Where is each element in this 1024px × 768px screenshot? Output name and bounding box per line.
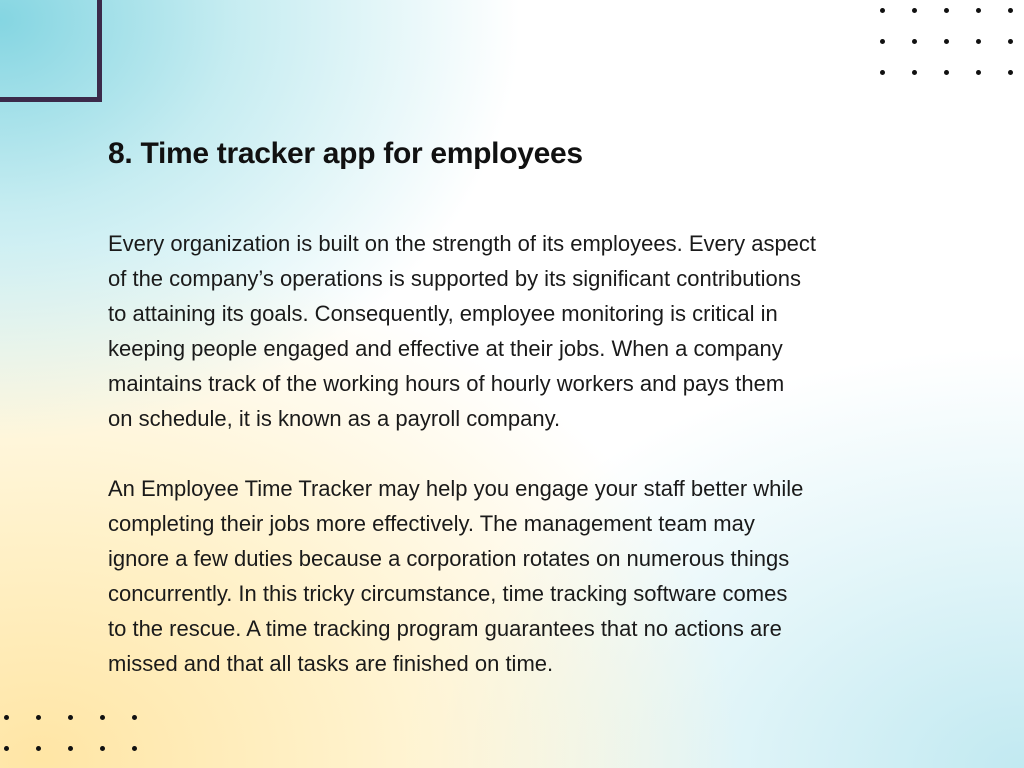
dot <box>68 746 73 751</box>
dot <box>36 715 41 720</box>
dot <box>1008 70 1013 75</box>
dot <box>912 39 917 44</box>
paragraph-line: maintains track of the working hours of hourly workers and pays them <box>108 371 785 396</box>
dot <box>976 70 981 75</box>
paragraph-line: Every organization is built on the strength of its employees. Every aspect <box>108 231 817 256</box>
dot <box>100 715 105 720</box>
dot <box>912 8 917 13</box>
dot <box>976 8 981 13</box>
dot <box>36 746 41 751</box>
dot-grid-bottom-left <box>4 715 137 751</box>
dot <box>944 70 949 75</box>
paragraph-line: to attaining its goals. Consequently, employee monitoring is critical in <box>108 301 778 326</box>
dot <box>100 746 105 751</box>
paragraph-line: on schedule, it is known as a payroll company. <box>108 406 561 431</box>
slide-content <box>108 134 928 716</box>
paragraph-line: completing their jobs more effectively. The management team may <box>108 511 755 536</box>
corner-frame-decoration <box>0 0 102 102</box>
dot <box>132 746 137 751</box>
dot <box>880 39 885 44</box>
page-title: 8. Time tracker app for employees <box>108 137 583 170</box>
paragraph-line: keeping people engaged and effective at their jobs. When a company <box>108 336 783 361</box>
dot <box>944 39 949 44</box>
dot <box>4 715 9 720</box>
paragraph-intro <box>108 226 928 436</box>
dot <box>912 70 917 75</box>
paragraph-time-tracker <box>108 471 928 681</box>
paragraph-line: missed and that all tasks are finished on time. <box>108 651 554 676</box>
paragraph-line: concurrently. In this tricky circumstance, time tracking software comes <box>108 581 788 606</box>
dot <box>976 39 981 44</box>
dot <box>1008 8 1013 13</box>
dot <box>880 70 885 75</box>
paragraph-line: An Employee Time Tracker may help you engage your staff better while <box>108 476 804 501</box>
dot <box>4 746 9 751</box>
paragraph-line: of the company’s operations is supported by its significant contributions <box>108 266 801 291</box>
dot <box>68 715 73 720</box>
dot <box>944 8 949 13</box>
paragraph-line: ignore a few duties because a corporation rotates on numerous things <box>108 546 790 571</box>
dot <box>1008 39 1013 44</box>
paragraph-line: to the rescue. A time tracking program guarantees that no actions are <box>108 616 782 641</box>
dot <box>880 8 885 13</box>
dot-grid-top-right <box>880 8 1013 75</box>
